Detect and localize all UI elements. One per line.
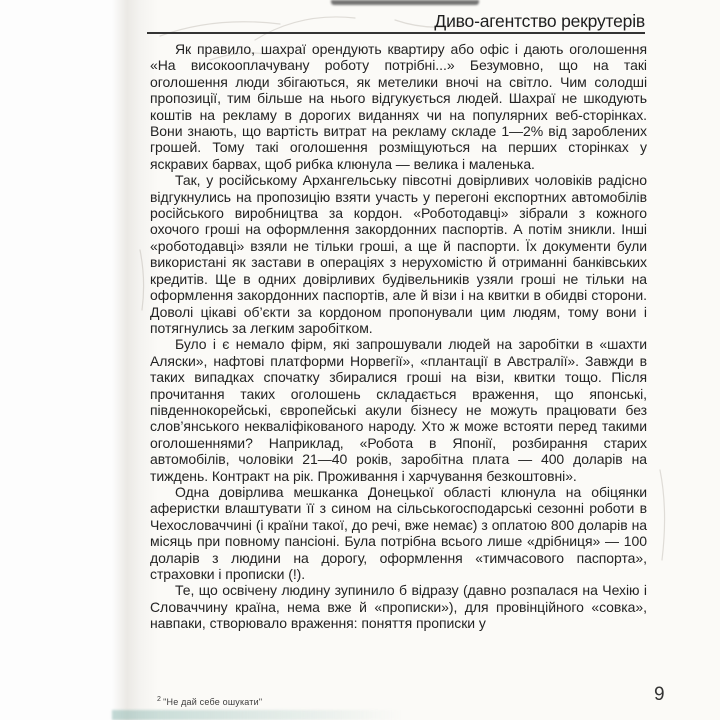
running-header-title: Диво-агентство рекрутерів [434,11,645,31]
header-rule [147,32,645,34]
footnote [157,696,262,707]
paragraph: Те, що освічену людину зупинило б відразу (давно розпалася на Чехію і Словаччину країна, нема вже й «прописки»), для провінційного «совка», навпаки, створювало враження: поняття прописки у [150,582,647,632]
scan-edge-tint [112,710,402,720]
footnote-text: "Не дай себе ошукати" [163,697,263,707]
footnote-number: 2 [157,696,162,703]
page-number: 9 [654,684,665,705]
body-text [150,41,647,632]
paragraph: Так, у російському Архангельську півсотні довірливих чоловіків радісно відгукнулись на пропозицію взяти участь у перегоні експортних автомобілів російського виробництва за кордон. «Роботодавці» зібрали з кожного охочого гроші на оформлення закордонних паспортів. А потім зникли. Інші «роботодавці» взяли не тільки гроші, а ще й паспорти. Їх документи були використані як застави в операціях з нерухомістю й отриманні банківських кредитів. Ще в одних довірливих будівельників узяли гроші не тільки на оформлення закордонних паспортів, але й візи і на квитки в обидві сторони. Доволі цікаві об’єкти за кордоном пропонували цим людям, тому вони і потягнулись за легким заробітком. [150,172,647,336]
paragraph: Було і є немало фірм, які запрошували людей на заробітки в «шахти Аляски», нафтові платформи Норвегії», «плантації в Австралії». Завжди в таких випадках спочатку збиралися гроші на візи, квитки тощо. Після прочитання таких оголошень складається враження, що японські, південнокорейські, європейські акули бізнесу не можуть працювати без слов’янського некваліфікованого народу. Хто ж може встояти перед такими оголошеннями? Наприклад, «Робота в Японії, розбирання старих автомобілів, чоловіки 21—40 років, заробітна плата — 400 доларів на тиждень. Контракт на рік. Проживання і харчування безкоштовні». [150,336,647,484]
paragraph: Як правило, шахраї орендують квартиру або офіс і дають оголошення «На високооплачувану роботу потрібні...» Безумовно, що на такі оголошення люди збігаються, як метелики вночі на світло. Чим солодші пропозиції, тим більше на нього відгукується людей. Шахраї не шкодують коштів на рекламу в дорогих виданнях чи на популярних веб-сторінках. Вони знають, що вартість витрат на рекламу складе 1—2% від зароблених грошей. Тому такі оголошення розміщуються на перших сторінках у яскравих барвах, щоб рибка клюнула — велика і маленька. [150,41,647,172]
top-edge-artifact [331,0,479,5]
paragraph: Одна довірлива мешканка Донецької області клюнула на обіцянки аферистки влаштувати її з сином на сільськогосподарські сезонні роботи в Чехословаччині (і країни такої, до речі, вже немає) з оплатою 800 доларів на місяць при повному пансіоні. Була потрібна всього лише «дрібниця» — 100 доларів з людини на дорогу, оформлення «тимчасового паспорта», страховки і прописки (!). [150,483,647,582]
